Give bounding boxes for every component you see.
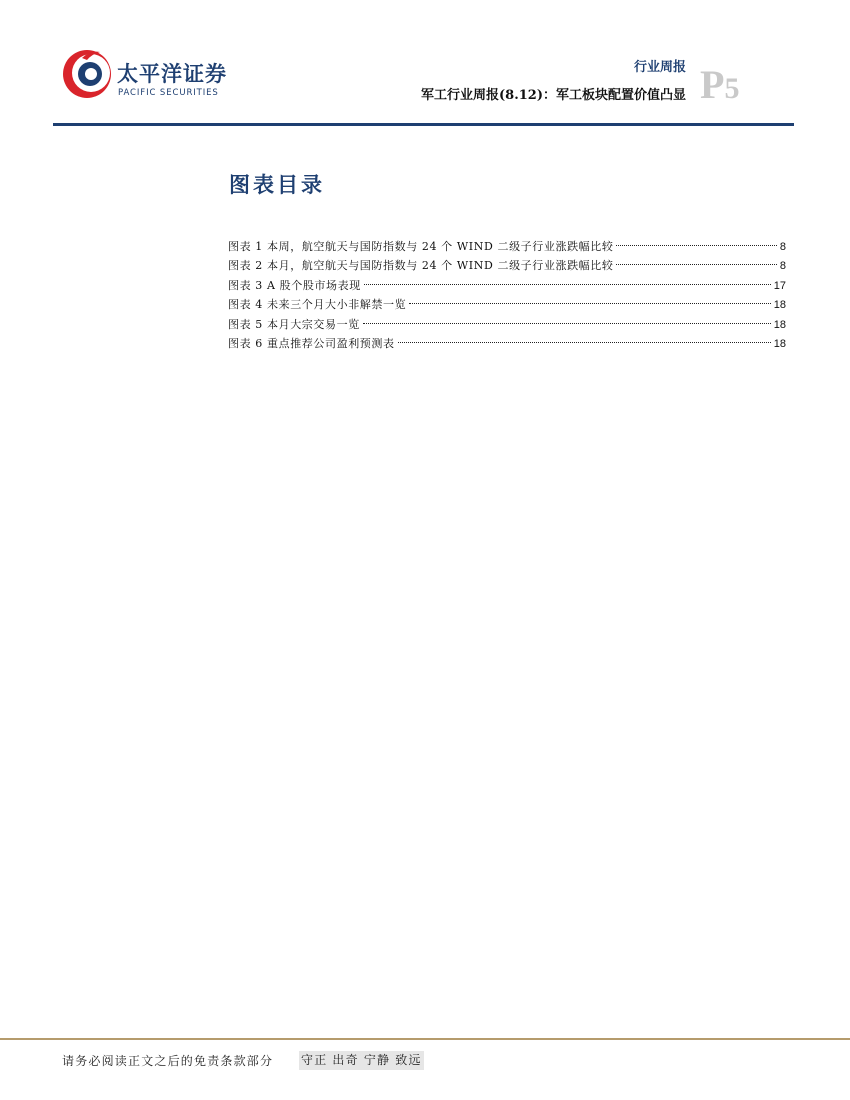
toc-entry[interactable]: [228, 256, 786, 275]
logo-name-en: PACIFIC SECURITIES: [118, 88, 219, 98]
toc-leader-dots: [363, 323, 771, 324]
toc-entry-page: 8: [779, 241, 786, 253]
toc-entry-label: 图表 4 未来三个月大小非解禁一览: [228, 298, 407, 312]
toc-entry-label: 图表 1 本周，航空航天与国防指数与 24 个 WIND 二级子行业涨跌幅比较: [228, 240, 614, 253]
toc-leader-dots: [398, 342, 771, 343]
toc-entry-page: 18: [773, 318, 786, 331]
report-type: 行业周报: [633, 60, 686, 75]
toc-entry-label: 图表 3 A 股个股市场表现: [228, 278, 361, 292]
toc-entry-page: 8: [779, 260, 786, 273]
page-badge-prefix: P: [700, 62, 725, 107]
toc-heading: 图表目录: [229, 172, 325, 197]
toc-entry-page: 18: [773, 299, 786, 312]
toc-entry[interactable]: [228, 334, 786, 353]
toc-leader-dots: [364, 284, 771, 285]
header-divider: [53, 123, 794, 126]
toc-entry-page: 17: [773, 279, 786, 292]
toc-entry[interactable]: [228, 276, 786, 295]
toc-entry-label: 图表 6 重点推荐公司盈利预测表: [228, 336, 395, 350]
footer-divider: [0, 1038, 850, 1040]
toc-entry[interactable]: [228, 237, 786, 256]
logo-name-cn: 太平洋证券: [117, 62, 227, 86]
footer-disclaimer: 请务必阅读正文之后的免责条款部分: [62, 1054, 274, 1068]
toc-leader-dots: [616, 245, 776, 246]
page-badge-number: 5: [724, 72, 740, 105]
toc-entry[interactable]: [228, 295, 786, 314]
page-number-badge: [700, 62, 740, 114]
toc-leader-dots: [409, 303, 771, 304]
toc-entry-label: 图表 5 本月大宗交易一览: [228, 317, 360, 331]
footer-motto: 守正 出奇 宁静 致远: [299, 1051, 424, 1070]
toc-entry[interactable]: [228, 315, 786, 334]
pacific-securities-logo-icon: [60, 44, 114, 102]
figure-toc-list: [228, 237, 786, 353]
toc-entry-label: 图表 2 本月，航空航天与国防指数与 24 个 WIND 二级子行业涨跌幅比较: [228, 259, 614, 273]
toc-entry-page: 18: [773, 337, 786, 350]
report-title: 军工行业周报(8.12)：军工板块配置价值凸显: [421, 88, 686, 103]
toc-leader-dots: [616, 264, 776, 265]
